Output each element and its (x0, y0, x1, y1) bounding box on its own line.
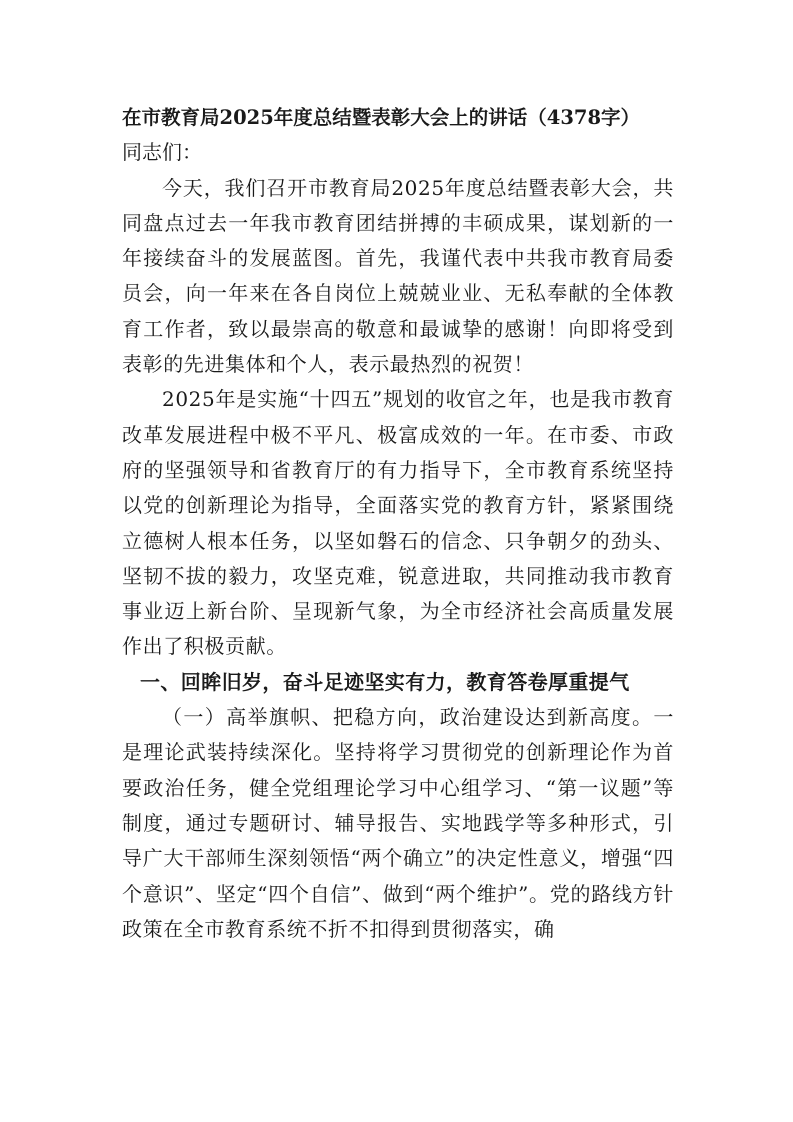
paragraph-opening: 今天，我们召开市教育局2025年度总结暨表彰大会，共同盘点过去一年我市教育团结拼搏的丰硕成果，谋划新的一年接续奋斗的发展蓝图。首先，我谨代表中共我市教育局委员会，向一年来在各自岗位上兢兢业业、无私奉献的全体教育工作者，致以最崇高的敬意和最诚挚的感谢！向即将受到表彰的先进集体和个人，表示最热烈的祝贺！ (122, 175, 674, 377)
section-heading: 一、回眸旧岁，奋斗足迹坚实有力，教育答卷厚重提气 (140, 669, 630, 694)
paragraph-review: 2025年是实施“十四五”规划的收官之年，也是我市教育改革发展进程中极不平凡、极富成效的一年。在市委、市政府的坚强领导和省教育厅的有力指导下，全市教育系统坚持以党的创新理论为指导，全面落实党的教育方针，紧紧围绕立德树人根本任务，以坚如磐石的信念、只争朝夕的劲头、坚韧不拔的毅力，攻坚克难，锐意进取，共同推动我市教育事业迈上新台阶、呈现新气象，为全市经济社会高质量发展作出了积极贡献。 (122, 387, 674, 659)
paragraph-section-one: （一）高举旗帜、把稳方向，政治建设达到新高度。一是理论武装持续深化。坚持将学习贯彻党的创新理论作为首要政治任务，健全党组理论学习中心组学习、“第一议题”等制度，通过专题研讨、辅导报告、实地践学等多种形式，引导广大干部师生深刻领悟“两个确立”的决定性意义，增强“四个意识”、坚定“四个自信”、做到“两个维护”。党的路线方针政策在全市教育系统不折不扣得到贯彻落实，确 (122, 705, 674, 941)
document-body (122, 100, 674, 947)
document-title: 在市教育局2025年度总结暨表彰大会上的讲话（4378字） (122, 106, 641, 129)
salutation: 同志们： (122, 140, 202, 165)
